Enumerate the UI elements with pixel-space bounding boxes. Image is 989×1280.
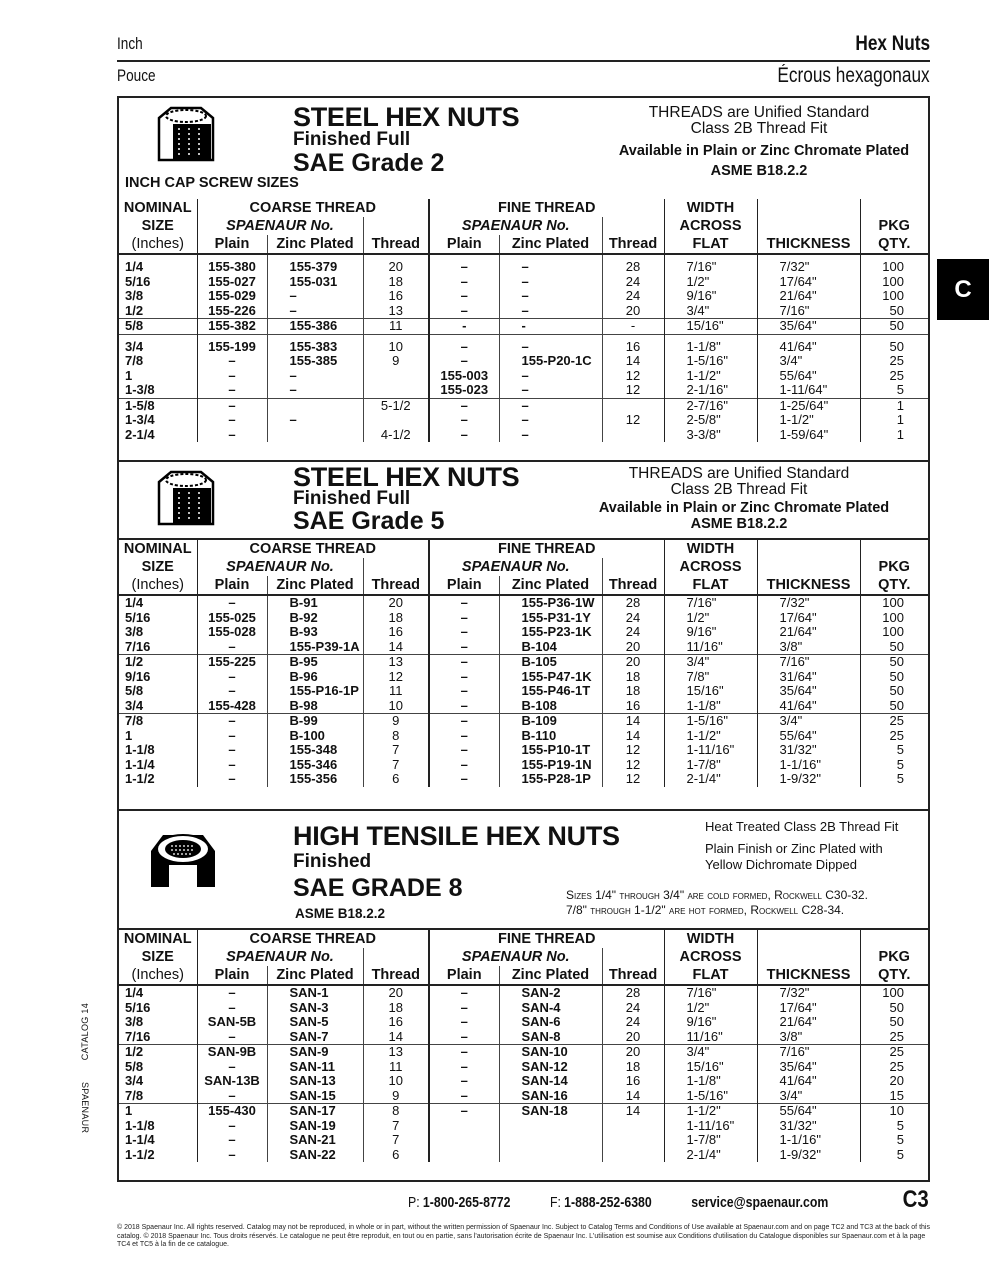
table-body: [119, 595, 928, 787]
page-title: Hex Nuts: [855, 32, 930, 55]
section-subtitle: Finished Full: [293, 129, 411, 150]
section-extra: INCH CAP SCREW SIZES: [125, 175, 299, 191]
hex-nut-icon: [153, 468, 219, 530]
section-grade: SAE Grade 2: [293, 149, 445, 177]
spec-table-grade8: NOMINAL COARSE THREAD FINE THREAD WIDTH SIZE SPAENAUR No. SPAENAUR No. ACROSS PKG QTY. (Inches) Plain Zinc Plated Thread Plain Zinc Plated Thread FLAT THICKNESS 1/4 – SAN-1 20 – SAN-2 28 7/16" 7/32" 100 5/16 – SAN-3 18 – SAN-4 24 1/2" 17/64" 50 3/8 SAN-5B SAN-5 16 – SAN-6 24 9/16" 21/64" 50 7/16 – SAN-7 14 – SAN-8 20 11/16" 3/8" 25 1/2 SAN-9B SAN-9 13 – SAN-10 20 3/4" 7/16" 25 5/8 – SAN-11 11 – SAN-12 18 15/16" 35/64" 25 3/4 SAN-13B SAN-13 10 – SAN-14 16 1-1/8" 41/64" 20 7/8 – SAN-15 9 – SAN-16 14 1-5/16" 3/4" 15 1 155-430 SAN-17 8 – SAN-18 14 1-1/2" 55/64" 10 1-1/8 – SAN-19 7 1-11/16" 31/32" 5 1-1/4 – SAN-21 7 1-7/8" 1-1/16" 5 1-1/2 – SAN-22 6 2-1/4" 1-9/32" 5: [119, 928, 928, 1162]
table-row: 1-3/4 – – – – 12 2-5/8" 1-1/2" 1: [119, 413, 928, 428]
col-thread: Thread: [363, 235, 429, 254]
section-banner-grade8: [119, 809, 928, 927]
col-width: WIDTH: [664, 199, 757, 217]
contact-bar: P: 1-800-265-8772 F: 1-888-252-6380 service@spaenaur.com: [408, 1194, 829, 1211]
table-row: 1-1/2 – 155-356 6 – 155-P28-1P 12 2-1/4" 1-9/32" 5: [119, 772, 928, 787]
col-nominal: NOMINAL: [123, 200, 192, 216]
treatment-note: Heat Treated Class 2B Thread Fit: [705, 819, 899, 834]
table-row: 3/8 155-029 – 16 – – 24 9/16" 21/64" 100: [119, 289, 928, 304]
col-thickness: THICKNESS: [757, 235, 860, 254]
table-row: 1/2 155-226 – 13 – – 20 3/4" 7/16" 50: [119, 304, 928, 319]
page-title-fr: Écrous hexagonaux: [777, 64, 930, 87]
forming-note-2: 7/8" through 1-1/2" are hot formed, Rockwell C28-34.: [566, 903, 845, 917]
table-row: 1/4 – SAN-1 20 – SAN-2 28 7/16" 7/32" 100: [119, 985, 928, 1001]
table-row: 5/8 – SAN-11 11 – SAN-12 18 15/16" 35/64" 25: [119, 1060, 928, 1075]
col-fine: FINE THREAD: [429, 199, 664, 217]
table-row: 1/4 – B-91 20 – 155-P36-1W 28 7/16" 7/32" 100: [119, 595, 928, 611]
table-row: 1-1/8 – 155-348 7 – 155-P10-1T 12 1-11/16" 31/32" 5: [119, 743, 928, 758]
table-row: 1/4 155-380 155-379 20 – – 28 7/16" 7/32" 100: [119, 254, 928, 275]
table-row: 5/16 155-025 B-92 18 – 155-P31-1Y 24 1/2" 17/64" 100: [119, 611, 928, 626]
hex-nut-icon: [153, 104, 219, 166]
side-catalog-label: CATALOG 14: [80, 1003, 90, 1061]
section-title: STEEL HEX NUTS: [293, 102, 520, 132]
table-row: 3/4 155-199 155-383 10 – – 16 1-1/8" 41/64" 50: [119, 334, 928, 354]
header-unit-fr: Pouce: [117, 66, 156, 85]
section-subtitle: Finished: [293, 851, 372, 872]
finish-note-2: Yellow Dichromate Dipped: [705, 857, 857, 872]
table-row: 1-3/8 – – 155-023 – 12 2-1/16" 1-11/64" 5: [119, 383, 928, 398]
table-row: 7/8 – 155-385 9 – 155-P20-1C 14 1-5/16" 3/4" 25: [119, 354, 928, 369]
table-row: 2-1/4 – 4-1/2 – – 3-3/8" 1-59/64" 1: [119, 428, 928, 443]
table-row: 1 – B-100 8 – B-110 14 1-1/2" 55/64" 25: [119, 729, 928, 744]
thread-fit-note: Class 2B Thread Fit: [690, 120, 828, 137]
table-row: 7/8 – B-99 9 – B-109 14 1-5/16" 3/4" 25: [119, 714, 928, 729]
standard-note: ASME B18.2.2: [295, 906, 386, 921]
col-zinc: Zinc Plated: [267, 235, 363, 254]
col-spaenaur-no: SPAENAUR No.: [197, 217, 363, 235]
table-row: 1-5/8 – 5-1/2 – – 2-7/16" 1-25/64" 1: [119, 398, 928, 413]
table-row: 1-1/4 – 155-346 7 – 155-P19-1N 12 1-7/8" 1-1/16" 5: [119, 758, 928, 773]
table-row: 1-1/2 – SAN-22 6 2-1/4" 1-9/32" 5: [119, 1148, 928, 1163]
col-spaenaur-no-fine: SPAENAUR No.: [429, 217, 602, 235]
thread-note: THREADS are Unified Standard: [628, 465, 850, 482]
thread-fit-note: Class 2B Thread Fit: [670, 481, 808, 498]
page-number: C3: [902, 1186, 929, 1213]
finish-note: Available in Plain or Zinc Chromate Plated: [618, 143, 910, 159]
table-row: 3/8 155-028 B-93 16 – 155-P23-1K 24 9/16" 21/64" 100: [119, 625, 928, 640]
table-row: 5/8 – 155-P16-1P 11 – 155-P46-1T 18 15/16" 35/64" 50: [119, 684, 928, 699]
table-row: 9/16 – B-96 12 – 155-P47-1K 18 7/8" 31/64" 50: [119, 670, 928, 685]
fax-number: 1-888-252-6380: [564, 1194, 652, 1211]
table-row: 7/8 – SAN-15 9 – SAN-16 14 1-5/16" 3/4" 15: [119, 1089, 928, 1104]
table-row: 7/16 – SAN-7 14 – SAN-8 20 11/16" 3/8" 25: [119, 1030, 928, 1045]
header-unit-en: Inch: [117, 34, 143, 53]
table-row: 3/8 SAN-5B SAN-5 16 – SAN-6 24 9/16" 21/64" 50: [119, 1015, 928, 1030]
forming-note-1: Sizes 1/4" through 3/4" are cold formed, Rockwell C30-32.: [566, 888, 868, 902]
section-grade: SAE GRADE 8: [293, 874, 463, 902]
table-body: [119, 254, 928, 442]
table-row: 5/16 – SAN-3 18 – SAN-4 24 1/2" 17/64" 50: [119, 1001, 928, 1016]
section-grade: SAE Grade 5: [293, 507, 445, 535]
hex-nut-icon: [147, 829, 219, 895]
table-row: 1 155-430 SAN-17 8 – SAN-18 14 1-1/2" 55/64" 10: [119, 1104, 928, 1119]
table-row: 1/2 SAN-9B SAN-9 13 – SAN-10 20 3/4" 7/16" 25: [119, 1045, 928, 1060]
section-title: STEEL HEX NUTS: [293, 462, 520, 492]
col-coarse: COARSE THREAD: [197, 199, 429, 217]
standard-note: ASME B18.2.2: [690, 516, 788, 532]
table-row: 5/8 155-382 155-386 11 - - - 15/16" 35/64" 50: [119, 319, 928, 335]
table-row: 1/2 155-225 B-95 13 – B-105 20 3/4" 7/16" 50: [119, 655, 928, 670]
table-row: 7/16 – 155-P39-1A 14 – B-104 20 11/16" 3/8" 50: [119, 640, 928, 655]
table-row: 1 – – 155-003 – 12 1-1/2" 55/64" 25: [119, 369, 928, 384]
spec-table-grade2: NOMINAL COARSE THREAD FINE THREAD WIDTH SIZE SPAENAUR No. SPAENAUR No. ACROSS PKG QTY. (Inches) Plain Zinc Plated Thread Plain Zinc Plated Thread FLAT THICKNESS 1/4 155-380 155-379 20 – – 28 7/16" 7/32" 100 5/16 155-027 155-031 18 – – 24 1/2" 17/64" 100 3/8 155-029 – 16 – – 24 9/16" 21/64" 100 1/2 155-226 – 13 – – 20 3/4" 7/16" 50 5/8 155-382 155-386 11 - - - 15/16" 35/64" 50 3/4 155-199 155-383 10 – – 16 1-1/8" 41/64" 50 7/8 – 155-385 9 – 155-P20-1C 14 1-5/16" 3/4" 25 1 – – 155-003 – 12 1-1/2" 55/64" 25 1-3/8 – – 155-023 – 12 2-1/16" 1-11/64" 5 1-5/8 – 5-1/2 – – 2-7/16" 1-25/64" 1 1-3/4 – – – – 12 2-5/8" 1-1/2" 1 2-1/4 – 4-1/2 – – 3-3/8" 1-59/64" 1: [119, 199, 928, 442]
table-row: 3/4 155-428 B-98 10 – B-108 16 1-1/8" 41/64" 50: [119, 699, 928, 714]
finish-note: Plain Finish or Zinc Plated with: [705, 841, 883, 856]
header-divider: [117, 60, 930, 62]
side-brand-label: SPAENAUR: [80, 1082, 90, 1134]
section-subtitle: Finished Full: [293, 488, 411, 509]
section-tab-c[interactable]: C: [937, 259, 989, 320]
email-link[interactable]: service@spaenaur.com: [691, 1194, 829, 1211]
standard-note: ASME B18.2.2: [710, 163, 808, 179]
table-row: 3/4 SAN-13B SAN-13 10 – SAN-14 16 1-1/8" 41/64" 20: [119, 1074, 928, 1089]
col-plain: Plain: [197, 235, 267, 254]
section-banner-grade5: [119, 460, 928, 538]
legal-notice: © 2018 Spaenaur Inc. All rights reserved. Catalog may not be reproduced, in whole or in part, without the written permission of Spaenaur Inc. Subject to Catalog Terms and Conditions of Use available at Spaenaur.com and on page TC2 and TC3 at the back of this catalog. © 2018 Spaenaur Inc. Tous droits réservés. Le catalogue ne peut être reproduit, en tout ou en partie, sans l'autorisation écrite de Spaenaur Inc. L'utilisation est soumise aux Conditions d'utilisation du Catalogue disponibles sur Spaenaur.com et à la page TC4 et TC5 à la fin de ce catalogue.: [117, 1224, 930, 1248]
table-row: 1-1/8 – SAN-19 7 1-11/16" 31/32" 5: [119, 1119, 928, 1134]
table-row: 5/16 155-027 155-031 18 – – 24 1/2" 17/64" 100: [119, 275, 928, 290]
section-banner-grade2: [119, 98, 928, 198]
spec-table-grade5: NOMINAL COARSE THREAD FINE THREAD WIDTH SIZE SPAENAUR No. SPAENAUR No. ACROSS PKG QTY. (Inches) Plain Zinc Plated Thread Plain Zinc Plated Thread FLAT THICKNESS 1/4 – B-91 20 – 155-P36-1W 28 7/16" 7/32" 100 5/16 155-025 B-92 18 – 155-P31-1Y 24 1/2" 17/64" 100 3/8 155-028 B-93 16 – 155-P23-1K 24 9/16" 21/64" 100 7/16 – 155-P39-1A 14 – B-104 20 11/16" 3/8" 50 1/2 155-225 B-95 13 – B-105 20 3/4" 7/16" 50 9/16 – B-96 12 – 155-P47-1K 18 7/8" 31/64" 50 5/8 – 155-P16-1P 11 – 155-P46-1T 18 15/16" 35/64" 50 3/4 155-428 B-98 10 – B-108 16 1-1/8" 41/64" 50 7/8 – B-99 9 – B-109 14 1-5/16" 3/4" 25 1 – B-100 8 – B-110 14 1-1/2" 55/64" 25 1-1/8 – 155-348 7 – 155-P10-1T 12 1-11/16" 31/32" 5 1-1/4 – 155-346 7 – 155-P19-1N 12 1-7/8" 1-1/16" 5 1-1/2 – 155-356 6 – 155-P28-1P 12 2-1/4" 1-9/32" 5: [119, 538, 928, 787]
finish-note: Available in Plain or Zinc Chromate Plated: [598, 500, 890, 516]
thread-note: THREADS are Unified Standard: [648, 104, 870, 121]
table-body: [119, 985, 928, 1162]
phone-number[interactable]: 1-800-265-8772: [422, 1194, 511, 1211]
table-row: 1-1/4 – SAN-21 7 1-7/8" 1-1/16" 5: [119, 1133, 928, 1148]
section-title: HIGH TENSILE HEX NUTS: [293, 821, 620, 851]
